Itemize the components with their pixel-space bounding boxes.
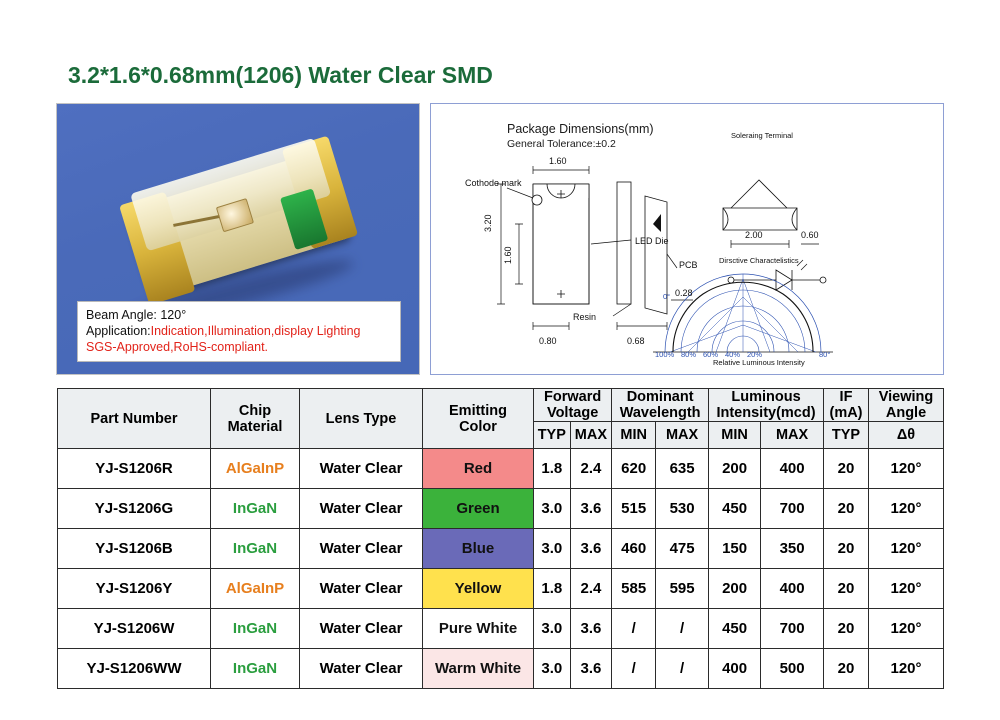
dim-bottom-left: 0.80 [539,336,557,346]
th-luminous-intensity [709,389,824,422]
cell-emitting-color: Pure White [423,609,534,649]
cell-vf-typ: 3.0 [534,529,571,569]
label-resin: Resin [573,312,597,322]
cell-iv-min: 200 [709,449,761,489]
cell-if-typ: 20 [824,649,869,689]
th-chip-material-l1: Chip [238,402,272,419]
label-cathode-mark: Cothode mark [465,178,522,188]
product-photo-panel [56,103,420,375]
th-chip-material-l2: Material [227,418,283,435]
table-row [58,449,944,489]
cell-vf-typ: 1.8 [534,449,571,489]
th-if-typ: TYP [824,422,869,449]
cell-part-number: YJ-S1206G [58,489,211,529]
cell-viewing-angle: 120° [869,649,944,689]
cell-wl-min: 515 [612,489,656,529]
th-forward-voltage-l1: Forward [544,389,602,405]
table-row [58,529,944,569]
dim-thickness: 0.28 [675,288,693,298]
photo-caption-box [77,301,401,362]
th-luminous-intensity-l1: Luminous [731,389,801,405]
polar-angle-80: 80° [819,350,831,359]
package-dimension-drawing [431,104,945,376]
cell-chip-material: InGaN [211,529,300,569]
cell-vf-max: 3.6 [570,489,612,529]
drawing-heading: Package Dimensions(mm) [507,122,654,136]
cell-iv-max: 700 [761,489,824,529]
caption-compliance: SGS-Approved,RoHS-compliant. [86,340,269,354]
cell-wl-max: 635 [656,449,709,489]
cell-part-number: YJ-S1206Y [58,569,211,609]
cell-if-typ: 20 [824,609,869,649]
polar-scale-60: 60% [703,350,719,359]
th-viewing-angle-l2: Angle [885,405,927,421]
cell-wl-max: / [656,609,709,649]
table-body [58,449,944,689]
cell-chip-material: AlGaInP [211,569,300,609]
cell-vf-typ: 1.8 [534,569,571,609]
label-soldering-terminal: Soleraing Terminal [731,131,793,140]
th-iv-max: MAX [761,422,824,449]
cell-wl-max: / [656,649,709,689]
cell-chip-material: InGaN [211,609,300,649]
cell-chip-material: AlGaInP [211,449,300,489]
cell-viewing-angle: 120° [869,489,944,529]
th-lens-type: Lens Type [300,389,423,449]
th-viewing-angle-l1: Viewing [878,389,934,405]
caption-beam-angle-value: 120° [160,308,187,322]
caption-application-value: Indication,Illumination,display Lighting [150,324,361,338]
th-wl-min: MIN [612,422,656,449]
cell-viewing-angle: 120° [869,449,944,489]
cell-vf-typ: 3.0 [534,489,571,529]
cell-part-number: YJ-S1206R [58,449,211,489]
caption-beam-angle-label: Beam Angle: [86,308,161,322]
cell-iv-min: 450 [709,609,761,649]
polar-scale-20: 20% [747,350,763,359]
cell-vf-max: 2.4 [570,569,612,609]
cell-iv-max: 500 [761,649,824,689]
dim-width-top: 1.60 [549,156,567,166]
cell-vf-max: 3.6 [570,529,612,569]
th-if [824,389,869,422]
cell-viewing-angle: 120° [869,569,944,609]
cell-viewing-angle: 120° [869,609,944,649]
cell-iv-max: 400 [761,449,824,489]
th-viewing-angle [869,389,944,422]
caption-application-label: Application: [86,324,151,338]
specification-table [57,388,944,689]
cell-lens-type: Water Clear [300,609,423,649]
drawing-subheading: General Tolerance:±0.2 [507,138,616,150]
th-if-l2: (mA) [829,405,863,421]
cell-vf-typ: 3.0 [534,649,571,689]
cell-wl-min: / [612,609,656,649]
label-directive-characteristics: Dirsctive Charactelistics [719,256,799,265]
cell-emitting-color: Green [423,489,534,529]
table-row [58,609,944,649]
th-angle-symbol: Δθ [869,422,944,449]
cell-lens-type: Water Clear [300,449,423,489]
cell-emitting-color: Red [423,449,534,489]
caption-application [86,323,392,339]
cell-emitting-color: Yellow [423,569,534,609]
cell-iv-max: 350 [761,529,824,569]
table-header-row-1 [58,389,944,422]
cell-if-typ: 20 [824,569,869,609]
cell-emitting-color: Blue [423,529,534,569]
th-forward-voltage [534,389,612,422]
table-row [58,489,944,529]
cell-wl-min: / [612,649,656,689]
cell-part-number: YJ-S1206WW [58,649,211,689]
th-luminous-intensity-l2: Intensity(mcd) [716,405,816,421]
th-part-number: Part Number [58,389,211,449]
polar-scale-40: 40% [725,350,741,359]
dim-height-left: 3.20 [483,214,493,232]
cell-if-typ: 20 [824,489,869,529]
polar-angle-0: 0° [663,292,671,301]
th-dominant-wavelength-l2: Wavelength [619,405,701,421]
dim-bottom-mid: 0.68 [627,336,645,346]
label-relative-luminous-intensity: Relative Luminous Intensity [713,358,805,367]
polar-scale-100: 100% [655,350,675,359]
cell-vf-max: 2.4 [570,449,612,489]
th-dominant-wavelength-l1: Dominant [626,389,694,405]
cell-lens-type: Water Clear [300,649,423,689]
cell-iv-min: 400 [709,649,761,689]
table-row [58,649,944,689]
cell-part-number: YJ-S1206W [58,609,211,649]
th-forward-voltage-l2: Voltage [546,405,599,421]
cell-if-typ: 20 [824,529,869,569]
cell-vf-typ: 3.0 [534,609,571,649]
cell-wl-max: 475 [656,529,709,569]
label-pcb: PCB [679,260,698,270]
package-drawing-panel [430,103,944,375]
cell-lens-type: Water Clear [300,489,423,529]
cell-chip-material: InGaN [211,489,300,529]
cell-viewing-angle: 120° [869,529,944,569]
table-row [58,569,944,609]
th-wl-max: MAX [656,422,709,449]
th-vf-typ: TYP [534,422,571,449]
label-led-die: LED Die [635,236,669,246]
cell-iv-min: 200 [709,569,761,609]
cell-iv-min: 150 [709,529,761,569]
dim-pad-width: 0.60 [801,230,819,240]
cell-part-number: YJ-S1206B [58,529,211,569]
cell-lens-type: Water Clear [300,529,423,569]
cell-wl-min: 460 [612,529,656,569]
cell-wl-max: 530 [656,489,709,529]
cell-lens-type: Water Clear [300,569,423,609]
cell-vf-max: 3.6 [570,609,612,649]
th-if-l1: IF [839,389,853,405]
th-emitting-color-l2: Color [459,418,497,435]
cell-if-typ: 20 [824,449,869,489]
table-header [58,389,944,449]
cell-emitting-color: Warm White [423,649,534,689]
cell-iv-max: 400 [761,569,824,609]
cell-iv-min: 450 [709,489,761,529]
cell-wl-min: 620 [612,449,656,489]
th-chip-material [211,389,300,449]
caption-beam-angle [86,307,392,323]
th-emitting-color-l1: Emitting [449,402,507,419]
th-emitting-color [423,389,534,449]
led-component-illustration [118,121,361,321]
cell-wl-max: 595 [656,569,709,609]
cell-vf-max: 3.6 [570,649,612,689]
th-vf-max: MAX [570,422,612,449]
polar-scale-80: 80% [681,350,697,359]
page-title: 3.2*1.6*0.68mm(1206) Water Clear SMD [68,62,493,88]
cell-iv-max: 700 [761,609,824,649]
th-dominant-wavelength [612,389,709,422]
dim-height-inner: 1.60 [503,246,513,264]
th-iv-min: MIN [709,422,761,449]
cell-wl-min: 585 [612,569,656,609]
dim-pad-pitch: 2.00 [745,230,763,240]
cell-chip-material: InGaN [211,649,300,689]
